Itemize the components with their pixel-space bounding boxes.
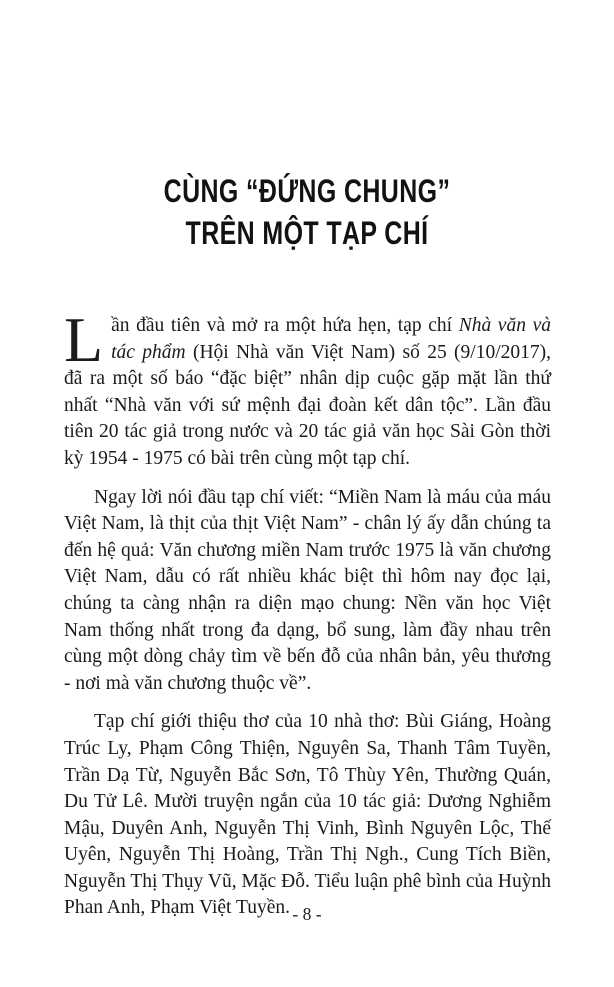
paragraph-1-segment-1: ần đầu tiên và mở ra một hứa hẹn, tạp chí	[111, 315, 459, 336]
paragraph-2: Ngay lời nói đầu tạp chí viết: “Miền Nam là máu của máu Việt Nam, là thịt của thịt Việt Nam” - chân lý ấy dẫn chúng ta đến hệ quả: Văn chương miền Nam trước 1975 là văn chương Việt Nam, dẫu có rất nhiều khác biệt thì hôm nay đọc lại, chúng ta càng nhận ra diện mạo chung: Nền văn học Việt Nam thống nhất trong đa dạng, bổ sung, làm đầy nhau trên cùng một dòng chảy tìm về bến đỗ của nhân bản, yêu thương - nơi mà văn chương thuộc về”.	[64, 486, 551, 694]
dropcap-letter: L	[64, 304, 104, 375]
chapter-title-line1: CÙNG “ĐỨNG CHUNG”	[163, 173, 451, 209]
paragraph-1-segment-3: (Hội Nhà văn Việt Nam) số 25 (9/10/2017), đã ra một số báo “đặc biệt” nhân dịp cuộc gặp mặt lần thứ nhất “Nhà văn với sứ mệnh đại đoàn kết dân tộc”. Lần đầu tiên 20 tác giả trong nước và 20 tác giả văn học Sài Gòn thời kỳ 1954 - 1975 có bài trên cùng một tạp chí.	[64, 341, 552, 469]
chapter-title	[0, 170, 614, 254]
paragraph-3: Tạp chí giới thiệu thơ của 10 nhà thơ: Bùi Giáng, Hoàng Trúc Ly, Phạm Công Thiện, Nguyên Sa, Thanh Tâm Tuyền, Trần Dạ Từ, Nguyễn Bắc Sơn, Tô Thùy Yên, Thường Quán, Du Tử Lê. Mười truyện ngắn của 10 tác giả: Dương Nghiễm Mậu, Duyên Anh, Nguyễn Thị Vinh, Bình Nguyên Lộc, Thế Uyên, Nguyễn Thị Hoàng, Trần Thị Ngh., Cung Tích Biền, Nguyễn Thị Thụy Vũ, Mặc Đỗ. Tiểu luận phê bình của Huỳnh Phan Anh, Phạm Việt Tuyền.	[64, 711, 551, 919]
page-number: - 8 -	[292, 904, 322, 924]
chapter-title-line2: TRÊN MỘT TẠP CHÍ	[185, 215, 429, 251]
body-text	[64, 304, 552, 934]
paragraph-1	[64, 304, 552, 473]
journal-title-italic: Nhà văn và tác phẩm	[111, 315, 551, 363]
